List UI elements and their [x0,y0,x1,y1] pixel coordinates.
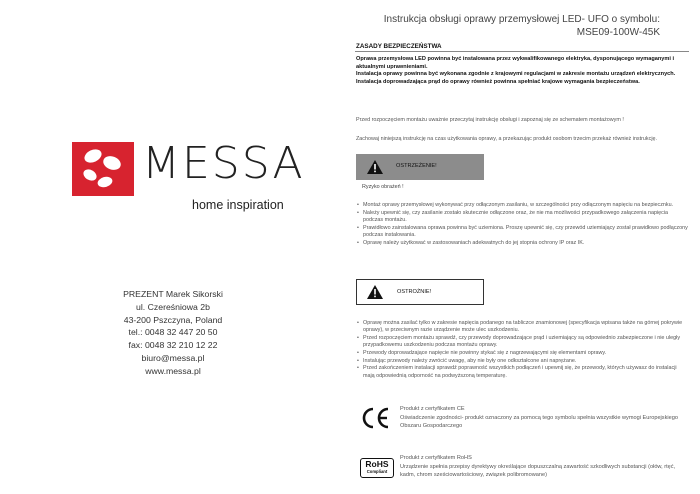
caution-box [356,279,484,305]
safety-rule: Oprawa przemysłowa LED powinna być instalowana przez wykwalifikowanego elektryka, dysponującego wymaganymi i aktualnymi uprawnieniami. [356,56,675,70]
safety-rule: Instalacja doprowadzająca prąd do oprawy również powinna spełniać krajowe wymagania bezpieczeństwa. [356,78,640,85]
list-item: • Oprawę można zasilać tylko w zakresie napięcia podanego na tabliczce znamionowej (specyfikacja wpisana także na górnej pokrywie oprawy), w przeciwnym razie urządzenie może ulec uszkodzeniu. [357,320,689,335]
petal-logo-mark-icon [72,142,134,196]
divider [355,51,689,52]
rohs-badge [360,458,394,478]
list-item: • Przed rozpoczęciem montażu sprawdź, czy przewody doprowadzające prąd i uziemiający są odpowiednio zabezpieczone i nie uległy przypadkowemu uszkodzeniu podczas montażu oprawy. [357,335,689,350]
ce-title: Produkt z certyfikatem CE [400,406,465,412]
warning-label: OSTRZEŻENIE! [396,163,437,169]
messa-logo [72,138,305,222]
rohs-badge-bottom: Compliant [366,469,388,474]
note-text: Zachowaj niniejszą instrukcję na czas użytkowania oprawy, a przekazując produkt osobom trzecim przekaż również instrukcję. [356,136,658,142]
list-item: • Instalując przewody należy zwrócić uwagę, aby nie były one odkształcone ani naprężane. [357,358,689,365]
note-text: Przed rozpoczęciem montażu uważnie przeczytaj instrukcję obsługi i zapoznaj się ze schematem montażowym ! [356,117,624,123]
warning-box [356,154,484,180]
note-keep-manual [356,136,686,143]
contact-line: 43-200 Pszczyna, Poland [123,314,223,325]
caution-list [357,320,689,380]
contact-line: tel.: 0048 32 447 20 50 [128,327,218,338]
document-title [360,13,660,39]
contact-line: fax: 0048 32 210 12 22 [128,340,218,351]
list-item: • Oprawę należy użytkować w zastosowaniach adekwatnych do jej stopnia ochrony IP oraz IK. [357,240,689,247]
ce-mark-icon [360,406,390,430]
title-line-1: Instrukcja obsługi oprawy przemysłowej LED- UFO o symbolu: [383,14,660,25]
caution-label: OSTROŻNIE! [397,289,432,295]
ce-description: Oświadczenie zgodności- produkt oznaczony za pomocą tego symbolu spełnia wszystkie wymogi Europejskiego Obszaru Gospodarczego [400,414,678,430]
safety-heading: ZASADY BEZPIECZEŃSTWA [356,43,442,50]
contact-line: PREZENT Marek Sikorski [123,289,223,299]
list-item: • Należy upewnić się, czy zasilanie zostało skutecznie odłączone oraz, że nie ma możliwości przypadkowego załączenia napięcia podczas montażu. [357,210,689,225]
caution-triangle-icon [367,285,383,299]
brand-tagline: home inspiration [192,198,284,212]
contact-block [102,288,244,378]
list-item: • Przewody doprowadzające napięcie nie powinny stykać się z nagrzewającymi się elementami oprawy. [357,350,689,357]
note-read-manual [356,117,686,124]
list-item: • Prawidłowo zainstalowana oprawa powinna być uziemiona. Proszę upewnić się, czy przewód uziemiający został prawidłowo podłączony podczas instalowania. [357,225,689,240]
contact-email: biuro@messa.pl [141,352,205,363]
rohs-title: Produkt z certyfikatem RoHS [400,455,472,461]
title-line-2: MSE09-100W-45K [576,27,660,38]
rohs-badge-top: RoHS [365,459,389,469]
safety-rule: Instalacja oprawy powinna być wykonana zgodnie z krajowymi regulacjami w zakresie montażu urządzeń elektrycznych. [356,71,676,78]
warning-list [357,202,689,247]
contact-line: ul. Czereśniowa 2b [136,301,210,312]
contact-website: www.messa.pl [145,365,201,376]
rohs-cert-text [400,454,690,480]
warning-caption: Ryzyko obrażeń ! [362,184,404,190]
brand-name: MESSA [142,138,305,189]
petal-shape [72,142,134,196]
safety-rules [356,56,688,86]
warning-triangle-icon [367,160,383,174]
list-item: • Przed zakończeniem instalacji sprawdź poprawność wszystkich podłączeń i upewnij się, że przewody, których używasz do instalacji mają odpowiednią odporność na podwyższoną temperaturę. [357,365,689,380]
ce-cert-text [400,405,690,431]
list-item: • Montaż oprawy przemysłowej wykonywać przy odłączonym zasilaniu, w szczególności przy odłączonym napięciu na bezpiecznku. [357,202,689,209]
rohs-description: Urządzenie spełnia przepisy dyrektywy określające dopuszczalną zawartość szkodliwych substancji (ołów, rtęć, kadm, chrom sześciowartościowy, związek polibromowane) [400,463,676,479]
